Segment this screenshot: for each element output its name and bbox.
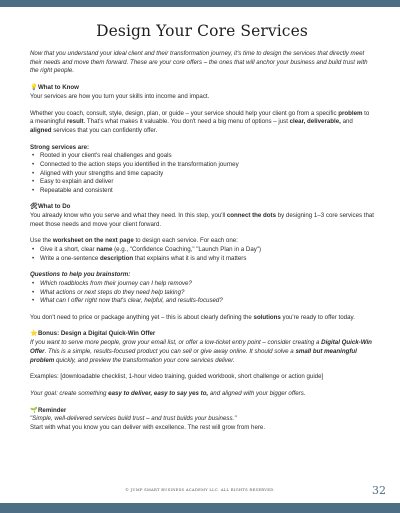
list-item: • Which roadblocks from their journey can I help remove? <box>40 280 374 289</box>
page-title: Design Your Core Services <box>96 22 308 40</box>
brainstorm-heading: Questions to help you brainstorm: <box>30 271 131 279</box>
what-to-do-heading: 🛠What to Do <box>30 203 71 211</box>
list-item: • Aligned with your strengths and time capacity <box>40 170 374 179</box>
brainstorm-list <box>30 280 374 306</box>
list-item: • Rooted in your client's real challenges and goals <box>40 152 374 161</box>
what-to-know-heading: 💡What to Know <box>30 84 79 92</box>
list-item: • Write a one-sentence description that explains what it is and why it matters <box>40 255 374 264</box>
what-to-do-paragraph: You already know who you serve and what they need. In this step, you'll connect the dots by designing 1–3 core services that meet those needs and move your client forward. <box>30 212 374 228</box>
no-price-paragraph: You don't need to price or package anything yet – this is about clearly defining the solutions you're ready to offer today. <box>30 313 355 321</box>
worksheet-steps-list <box>30 246 374 263</box>
list-item: • What actions or next steps do they need help taking? <box>40 289 374 298</box>
reminder-line: Start with what you know you can deliver with excellence. The rest will grow from here. <box>30 424 266 432</box>
list-item: • What can I offer right now that's clear, helpful, and results-focused? <box>40 297 374 306</box>
copyright-footer: © JUMP SMART BUSINESS ACADEMY LLC. ALL RIGHTS RESERVED. <box>125 488 275 492</box>
bottom-accent-bar <box>0 503 400 513</box>
sprout-icon: 🌱 <box>30 406 38 414</box>
goal-paragraph: Your goal: create something easy to deliver, easy to say yes to, and aligned with your bigger offers. <box>30 390 306 397</box>
worksheet-paragraph: Use the worksheet on the next page to design each service. For each one: <box>30 237 238 245</box>
document-page <box>30 22 374 433</box>
reminder-heading: 🌱Reminder <box>30 406 67 414</box>
strong-services-heading: Strong services are: <box>30 143 90 151</box>
intro-paragraph <box>30 50 374 76</box>
strong-services-list <box>30 152 374 195</box>
reminder-quote: "Simple, well-delivered services build trust – and trust builds your business." <box>30 415 237 423</box>
star-icon: ⭐ <box>30 330 38 338</box>
page-number: 32 <box>372 484 386 497</box>
what-to-know-line: Your services are how you turn your skills into income and impact. <box>30 92 210 100</box>
lightbulb-icon: 💡 <box>30 84 38 92</box>
bonus-heading: ⭐Bonus: Design a Digital Quick-Win Offer <box>30 330 156 338</box>
what-to-know-paragraph: Whether you coach, consult, style, design, plan, or guide – your service should help your client go from a specific problem to a meaningful result. That's what makes it valuable. You don't need a big menu of options – just clear, deliverable, and aligned services that you can confidently offer. <box>30 109 370 134</box>
list-item: • Repeatable and consistent <box>40 187 374 196</box>
list-item: • Give it a short, clear name (e.g., "Confidence Coaching," "Launch Plan in a Day") <box>40 246 374 255</box>
examples-paragraph: Examples: [downloadable checklist, 1-hour video training, guided workbook, short challenge or action guide] <box>30 373 324 381</box>
bonus-paragraph: If you want to serve more people, grow your email list, or offer a low-ticket entry point – consider creating a Digital Quick-Win Offer. This is a simple, results-focused product you can sell or give away online. It should solve a small but meaningful problem quickly, and preview the transformation your core services deliver. <box>30 339 372 364</box>
intro-text: Now that you understand your ideal client and their transformation journey, it's time to design the services that directly meet their needs and move them forward. These are your core offers – the ones that will anchor your business and build trust with the right people. <box>30 50 368 75</box>
top-accent-bar <box>0 0 400 7</box>
tools-icon: 🛠 <box>30 203 38 211</box>
list-item: • Easy to explain and deliver <box>40 178 374 187</box>
list-item: • Connected to the action steps you identified in the transformation journey <box>40 161 374 170</box>
